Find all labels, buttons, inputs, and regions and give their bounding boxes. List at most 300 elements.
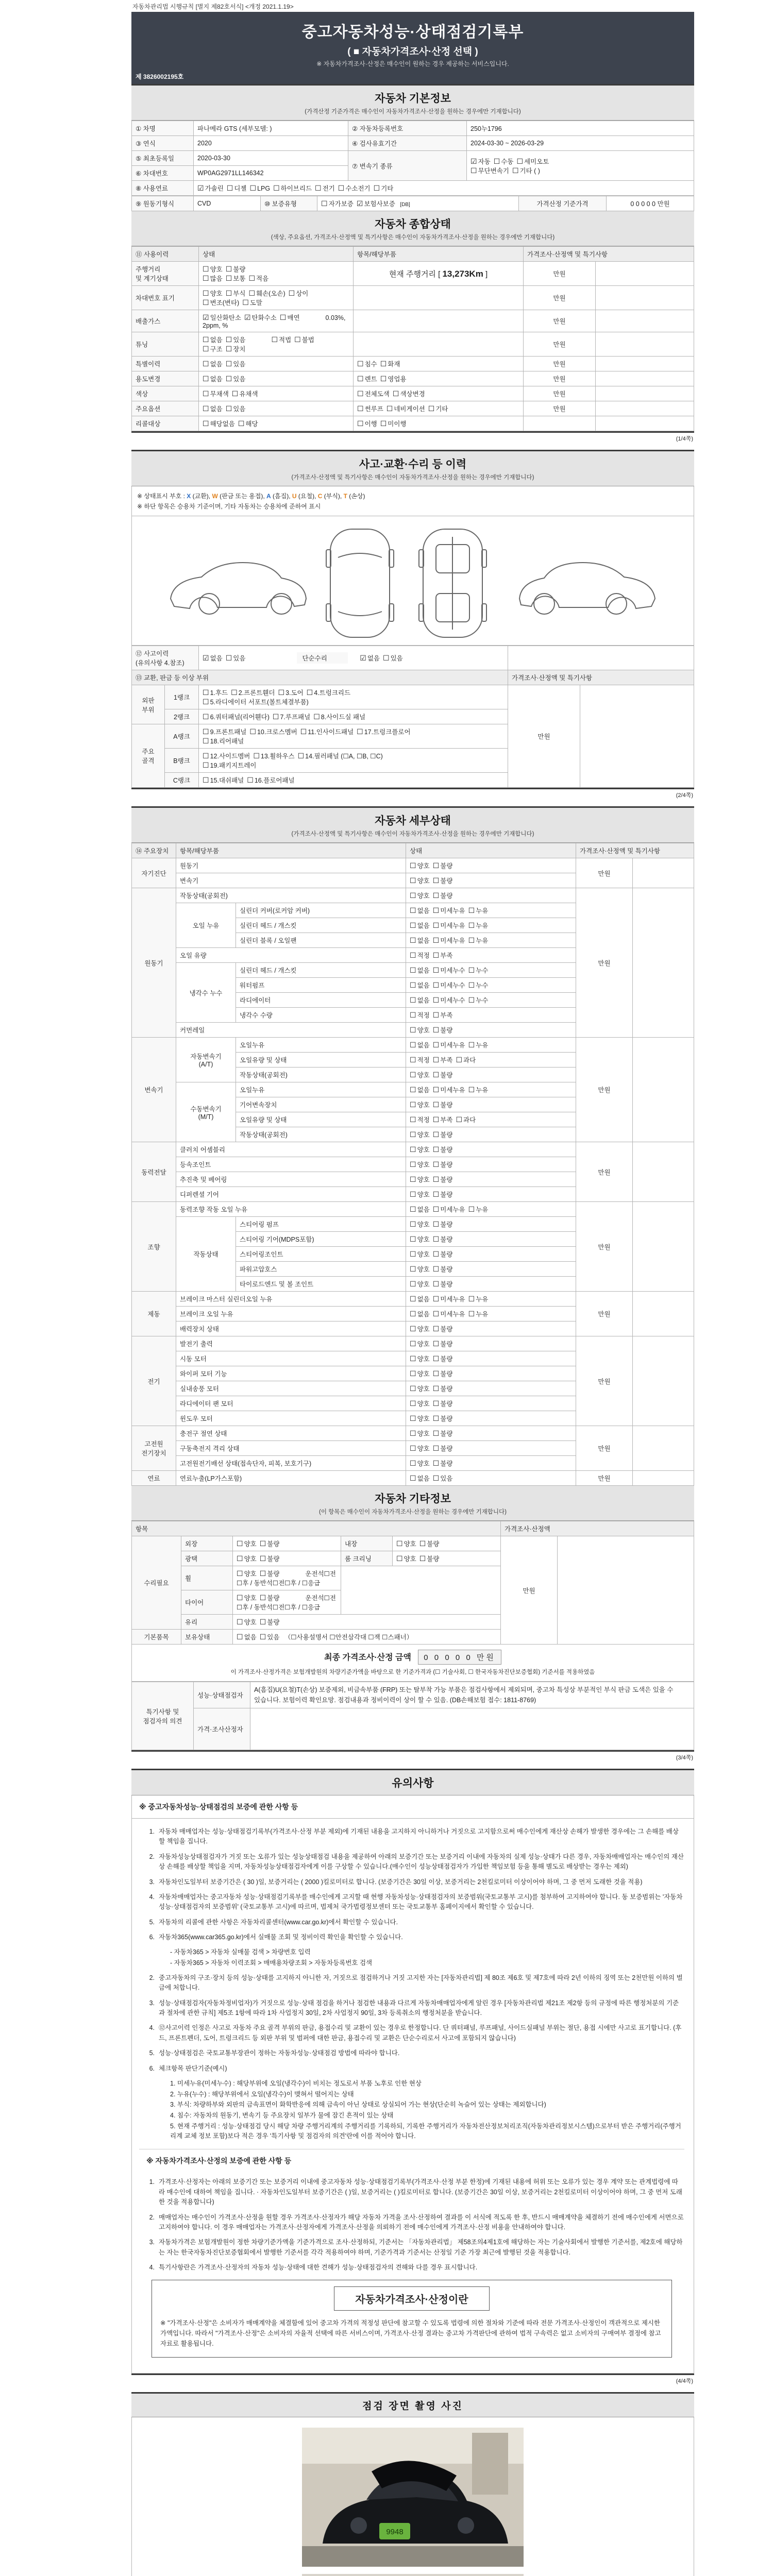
checkbox-icon[interactable]: ☐ bbox=[248, 289, 255, 297]
checkbox-icon[interactable]: ☐ bbox=[410, 921, 416, 929]
detail-state-option[interactable]: ☐ 양호 bbox=[410, 1384, 430, 1393]
state-option[interactable]: ☐ 훼손(오손) bbox=[248, 289, 285, 297]
checkbox-icon[interactable]: ☐ bbox=[410, 1160, 416, 1168]
checkbox-icon[interactable]: ☐ bbox=[432, 891, 440, 900]
checkbox-icon[interactable]: ☐ bbox=[410, 1295, 416, 1303]
state-option[interactable]: ☑ 일산화탄소 bbox=[203, 313, 241, 321]
checkbox-icon[interactable]: ☐ bbox=[237, 1569, 243, 1578]
checkbox-icon[interactable]: ☑ bbox=[360, 654, 366, 662]
detail-state-option[interactable]: ☐ 과다 bbox=[456, 1115, 476, 1124]
checkbox-icon[interactable]: ☐ bbox=[203, 737, 209, 745]
detail-state-option[interactable]: ☐ 불량 bbox=[432, 1220, 453, 1228]
checkbox-icon[interactable]: ☐ bbox=[432, 906, 440, 914]
detail-state-option[interactable]: ☐ 양호 bbox=[410, 1414, 430, 1422]
detail-state-option[interactable]: ☐ 누유 bbox=[468, 1310, 489, 1318]
checkbox-icon[interactable]: ☐ bbox=[432, 966, 440, 974]
checkbox-icon[interactable]: ☐ bbox=[468, 936, 475, 944]
checkbox-icon[interactable]: ☐ bbox=[419, 1554, 426, 1563]
checkbox-icon[interactable]: ☐ bbox=[357, 389, 364, 398]
repair-option[interactable]: ☐ 불량 bbox=[259, 1554, 280, 1563]
checkbox-icon[interactable]: ☐ bbox=[203, 688, 209, 697]
fuel-option[interactable]: ☐ 기타 bbox=[373, 184, 394, 192]
panel-option[interactable]: ☐ 10.크로스멤버 bbox=[249, 727, 297, 736]
detail-state-option[interactable]: ☐ 누수 bbox=[468, 996, 489, 1004]
checkbox-icon[interactable]: ☐ bbox=[410, 1011, 416, 1019]
checkbox-icon[interactable]: ☐ bbox=[512, 166, 519, 175]
checkbox-icon[interactable]: ☐ bbox=[203, 761, 209, 769]
checkbox-icon[interactable]: ☐ bbox=[410, 1414, 416, 1422]
item-option[interactable]: ☐ 네비게이션 bbox=[386, 404, 425, 413]
checkbox-icon[interactable]: ☐ bbox=[237, 1539, 243, 1548]
checkbox-icon[interactable]: ☐ bbox=[410, 1220, 416, 1228]
panel-option[interactable]: ☐ 11.인사이드패널 bbox=[300, 727, 354, 736]
checkbox-icon[interactable]: ☐ bbox=[432, 996, 440, 1004]
checkbox-icon[interactable]: ☑ bbox=[203, 313, 209, 321]
detail-state-option[interactable]: ☐ 불량 bbox=[432, 1071, 453, 1079]
checkbox-icon[interactable]: ☐ bbox=[410, 1250, 416, 1258]
checkbox-icon[interactable]: ☐ bbox=[432, 1459, 440, 1467]
checkbox-icon[interactable]: ☐ bbox=[249, 184, 257, 192]
item-option[interactable]: ☐ 색상변경 bbox=[392, 389, 425, 398]
checkbox-icon[interactable]: ☐ bbox=[357, 727, 363, 736]
state-option[interactable]: ☐ 있음 bbox=[225, 360, 246, 368]
checkbox-icon[interactable]: ☐ bbox=[410, 1369, 416, 1378]
detail-state-option[interactable]: ☐ 없음 bbox=[410, 966, 430, 974]
checkbox-icon[interactable]: ☐ bbox=[410, 1071, 416, 1079]
checkbox-icon[interactable]: ☐ bbox=[410, 936, 416, 944]
checkbox-icon[interactable]: ☐ bbox=[432, 1190, 440, 1198]
checkbox-icon[interactable]: ☐ bbox=[432, 1265, 440, 1273]
checkbox-icon[interactable]: ☐ bbox=[456, 1115, 462, 1124]
detail-state-option[interactable]: ☐ 양호 bbox=[410, 1175, 430, 1183]
checkbox-icon[interactable]: ☐ bbox=[410, 1340, 416, 1348]
checkbox-icon[interactable]: ☐ bbox=[468, 966, 475, 974]
checkbox-icon[interactable]: ☐ bbox=[380, 375, 387, 383]
item-option[interactable]: ☐ 화재 bbox=[380, 360, 400, 368]
checkbox-icon[interactable]: ☐ bbox=[410, 1444, 416, 1452]
detail-state-option[interactable]: ☐ 없음 bbox=[410, 921, 430, 929]
transmission-option[interactable]: ☐ 무단변속기 bbox=[470, 166, 509, 175]
checkbox-icon[interactable]: ☐ bbox=[410, 996, 416, 1004]
checkbox-icon[interactable]: ☐ bbox=[225, 360, 232, 368]
panel-option[interactable]: ☐ 1.후드 bbox=[203, 688, 228, 697]
checkbox-icon[interactable]: ☐ bbox=[432, 1280, 440, 1288]
detail-state-option[interactable]: ☐ 양호 bbox=[410, 1429, 430, 1437]
checkbox-icon[interactable]: ☐ bbox=[357, 360, 364, 368]
panel-option[interactable]: ☐ 2.프론트휀더 bbox=[231, 688, 275, 697]
checkbox-icon[interactable]: ☐ bbox=[225, 274, 232, 282]
checkbox-icon[interactable]: ☐ bbox=[410, 906, 416, 914]
checkbox-icon[interactable]: ☐ bbox=[468, 1310, 475, 1318]
state-option[interactable]: ☐ 양호 bbox=[203, 265, 223, 273]
repair-option[interactable]: ☐ 양호 bbox=[237, 1554, 257, 1563]
checkbox-icon[interactable]: ☐ bbox=[410, 1399, 416, 1408]
checkbox-icon[interactable]: ☐ bbox=[297, 752, 305, 760]
detail-state-option[interactable]: ☐ 미세누수 bbox=[432, 996, 465, 1004]
panel-option[interactable]: ☐ 4.트렁크리드 bbox=[306, 688, 351, 697]
checkbox-icon[interactable]: ☐ bbox=[410, 1026, 416, 1034]
repair-option[interactable]: ☐ 불량 bbox=[419, 1539, 440, 1548]
checkbox-icon[interactable]: ☐ bbox=[203, 389, 209, 398]
state-option[interactable]: ☐ 있음 bbox=[225, 404, 246, 413]
checkbox-icon[interactable]: ☐ bbox=[432, 1175, 440, 1183]
detail-state-option[interactable]: ☐ 양호 bbox=[410, 1265, 430, 1273]
detail-state-option[interactable]: ☐ 불량 bbox=[432, 1429, 453, 1437]
checkbox-icon[interactable]: ☐ bbox=[516, 157, 523, 165]
detail-state-option[interactable]: ☐ 미세누수 bbox=[432, 981, 465, 989]
panel-option[interactable]: ☐ 7.루프패널 bbox=[272, 713, 311, 721]
checkbox-icon[interactable]: ☐ bbox=[225, 345, 232, 353]
detail-state-option[interactable]: ☐ 양호 bbox=[410, 1354, 430, 1363]
checkbox-icon[interactable]: ☐ bbox=[203, 375, 209, 383]
detail-state-option[interactable]: ☐ 불량 bbox=[432, 1130, 453, 1139]
checkbox-icon[interactable]: ☐ bbox=[410, 1145, 416, 1154]
detail-state-option[interactable]: ☐ 양호 bbox=[410, 1459, 430, 1467]
checkbox-icon[interactable]: ☐ bbox=[357, 419, 364, 428]
checkbox-icon[interactable]: ☐ bbox=[410, 1056, 416, 1064]
panel-option[interactable]: ☐ 18.리어패널 bbox=[203, 737, 244, 745]
detail-state-option[interactable]: ☐ 불량 bbox=[432, 1414, 453, 1422]
checkbox-icon[interactable]: ☐ bbox=[432, 1071, 440, 1079]
checkbox-icon[interactable]: ☐ bbox=[410, 1190, 416, 1198]
detail-state-option[interactable]: ☐ 양호 bbox=[410, 1250, 430, 1258]
checkbox-icon[interactable]: ☐ bbox=[432, 1011, 440, 1019]
item-option[interactable]: ☐ 영업용 bbox=[380, 375, 407, 383]
repair-option[interactable]: ☐ 불량 bbox=[419, 1554, 440, 1563]
checkbox-icon[interactable]: ☐ bbox=[432, 1354, 440, 1363]
detail-state-option[interactable]: ☐ 불량 bbox=[432, 1384, 453, 1393]
checkbox-icon[interactable]: ☐ bbox=[225, 289, 232, 297]
detail-state-option[interactable]: ☐ 불량 bbox=[432, 1340, 453, 1348]
detail-state-option[interactable]: ☐ 없음 bbox=[410, 1295, 430, 1303]
checkbox-icon[interactable]: ☐ bbox=[432, 1145, 440, 1154]
checkbox-icon[interactable]: ☐ bbox=[432, 981, 440, 989]
checkbox-icon[interactable]: ☐ bbox=[410, 951, 416, 959]
checkbox-icon[interactable]: ☐ bbox=[203, 265, 209, 273]
checkbox-icon[interactable]: ☐ bbox=[225, 335, 232, 344]
checkbox-icon[interactable]: ☐ bbox=[410, 1474, 416, 1482]
detail-state-option[interactable]: ☐ 없음 bbox=[410, 906, 430, 914]
state-option[interactable]: ☐ 해당없음 bbox=[203, 419, 235, 428]
state-option[interactable]: ☐ 없음 bbox=[203, 404, 223, 413]
repair-option[interactable]: ☐ 불량 bbox=[259, 1594, 280, 1602]
checkbox-icon[interactable]: ☐ bbox=[237, 1618, 243, 1626]
checkbox-icon[interactable]: ☐ bbox=[432, 1340, 440, 1348]
state-option[interactable]: ☐ 없음 bbox=[203, 375, 223, 383]
checkbox-icon[interactable]: ☐ bbox=[410, 1310, 416, 1318]
detail-state-option[interactable]: ☐ 양호 bbox=[410, 1280, 430, 1288]
checkbox-icon[interactable]: ☐ bbox=[338, 184, 345, 192]
checkbox-icon[interactable]: ☐ bbox=[470, 166, 477, 175]
simple-repair-option[interactable]: ☐ 있음 bbox=[383, 654, 403, 662]
checkbox-icon[interactable]: ☐ bbox=[225, 265, 232, 273]
panel-option[interactable]: ☐ 5.라디에이터 서포트(볼트체결부품) bbox=[203, 698, 309, 706]
detail-state-option[interactable]: ☐ 누유 bbox=[468, 1041, 489, 1049]
checkbox-icon[interactable]: ☐ bbox=[410, 1459, 416, 1467]
checkbox-icon[interactable]: ☐ bbox=[432, 876, 440, 885]
detail-state-option[interactable]: ☐ 불량 bbox=[432, 891, 453, 900]
detail-state-option[interactable]: ☐ 불량 bbox=[432, 1250, 453, 1258]
detail-state-option[interactable]: ☐ 양호 bbox=[410, 1340, 430, 1348]
item-option[interactable]: ☐ 렌트 bbox=[357, 375, 377, 383]
detail-state-option[interactable]: ☐ 양호 bbox=[410, 1145, 430, 1154]
checkbox-icon[interactable]: ☐ bbox=[380, 360, 387, 368]
checkbox-icon[interactable]: ☐ bbox=[410, 1100, 416, 1109]
detail-state-option[interactable]: ☐ 적정 bbox=[410, 951, 430, 959]
checkbox-icon[interactable]: ☐ bbox=[373, 184, 380, 192]
detail-state-option[interactable]: ☐ 불량 bbox=[432, 1444, 453, 1452]
checkbox-icon[interactable]: ☐ bbox=[419, 1539, 426, 1548]
checkbox-icon[interactable]: ☐ bbox=[432, 1041, 440, 1049]
checkbox-icon[interactable]: ☐ bbox=[432, 1130, 440, 1139]
state-option[interactable]: ☐ 보통 bbox=[225, 274, 246, 282]
state-option[interactable]: ☐ 없음 bbox=[203, 335, 223, 344]
detail-state-option[interactable]: ☐ 불량 bbox=[432, 1190, 453, 1198]
checkbox-icon[interactable]: ☐ bbox=[410, 1041, 416, 1049]
detail-state-option[interactable]: ☐ 부족 bbox=[432, 951, 453, 959]
panel-option[interactable]: ☐ 15.대쉬패널 bbox=[203, 776, 244, 784]
checkbox-icon[interactable]: ☐ bbox=[271, 335, 278, 344]
state-option[interactable]: ☑ 탄화수소 bbox=[244, 313, 277, 321]
warranty-option[interactable]: ☐ 자가보증 bbox=[321, 199, 354, 208]
checkbox-icon[interactable]: ☐ bbox=[432, 1310, 440, 1318]
checkbox-icon[interactable]: ☐ bbox=[383, 654, 390, 662]
checkbox-icon[interactable]: ☐ bbox=[247, 776, 254, 784]
checkbox-icon[interactable]: ☐ bbox=[432, 1100, 440, 1109]
detail-state-option[interactable]: ☐ 양호 bbox=[410, 1071, 430, 1079]
state-option[interactable]: ☐ 불법 bbox=[294, 335, 314, 344]
detail-state-option[interactable]: ☐ 양호 bbox=[410, 1444, 430, 1452]
checkbox-icon[interactable]: ☐ bbox=[315, 184, 322, 192]
repair-option[interactable]: ☐ 불량 bbox=[259, 1539, 280, 1548]
repair-position-options[interactable]: 운전석☐전☐후 / 동반석☐전☐후 / ☐응급 bbox=[237, 1595, 336, 1611]
checkbox-icon[interactable]: ☐ bbox=[432, 1026, 440, 1034]
detail-state-option[interactable]: ☐ 불량 bbox=[432, 1235, 453, 1243]
fuel-option[interactable]: ☐ 수소전기 bbox=[338, 184, 371, 192]
checkbox-icon[interactable]: ☐ bbox=[432, 1474, 440, 1482]
detail-state-option[interactable]: ☐ 양호 bbox=[410, 1325, 430, 1333]
detail-state-option[interactable]: ☐ 누유 bbox=[468, 936, 489, 944]
checkbox-icon[interactable]: ☐ bbox=[237, 1594, 243, 1602]
detail-state-option[interactable]: ☐ 불량 bbox=[432, 1100, 453, 1109]
state-option[interactable]: ☐ 불량 bbox=[225, 265, 246, 273]
detail-state-option[interactable]: ☐ 없음 bbox=[410, 981, 430, 989]
checkbox-icon[interactable]: ☐ bbox=[468, 1086, 475, 1094]
checkbox-icon[interactable]: ☐ bbox=[203, 698, 209, 706]
repair-option[interactable]: ☐ 양호 bbox=[237, 1539, 257, 1548]
detail-state-option[interactable]: ☐ 적정 bbox=[410, 1056, 430, 1064]
state-option[interactable]: ☐ 적음 bbox=[248, 274, 269, 282]
checkbox-icon[interactable]: ☐ bbox=[410, 1175, 416, 1183]
detail-state-option[interactable]: ☐ 미세누유 bbox=[432, 921, 465, 929]
checkbox-icon[interactable]: ☐ bbox=[380, 419, 387, 428]
checkbox-icon[interactable]: ☐ bbox=[432, 1115, 440, 1124]
repair-option[interactable]: ☐ 불량 bbox=[259, 1569, 280, 1578]
checkbox-icon[interactable]: ☐ bbox=[493, 157, 500, 165]
detail-state-option[interactable]: ☐ 미세누유 bbox=[432, 1041, 465, 1049]
detail-state-option[interactable]: ☐ 양호 bbox=[410, 1130, 430, 1139]
checkbox-icon[interactable]: ☐ bbox=[432, 1444, 440, 1452]
checkbox-icon[interactable]: ☐ bbox=[432, 1384, 440, 1393]
checkbox-icon[interactable]: ☐ bbox=[273, 184, 280, 192]
panel-option[interactable]: ☐ 6.쿼터패널(리어휀다) bbox=[203, 713, 270, 721]
checkbox-icon[interactable]: ☐ bbox=[237, 1554, 243, 1563]
detail-state-option[interactable]: ☐ 미세누유 bbox=[432, 1086, 465, 1094]
state-option[interactable]: ☐ 상이 bbox=[288, 289, 309, 297]
checkbox-icon[interactable]: ☐ bbox=[357, 404, 364, 413]
checkbox-icon[interactable]: ☐ bbox=[432, 1250, 440, 1258]
checkbox-icon[interactable]: ☐ bbox=[249, 727, 256, 736]
detail-state-option[interactable]: ☐ 불량 bbox=[432, 876, 453, 885]
repair-option[interactable]: ☐ 양호 bbox=[396, 1539, 416, 1548]
accident-option[interactable]: ☐ 있음 bbox=[225, 654, 246, 662]
checkbox-icon[interactable]: ☐ bbox=[432, 1369, 440, 1378]
transmission-option[interactable]: ☐ 수동 bbox=[493, 157, 514, 165]
transmission-option[interactable]: ☑ 자동 bbox=[470, 157, 491, 165]
item-option[interactable]: ☐ 침수 bbox=[357, 360, 377, 368]
checkbox-icon[interactable]: ☐ bbox=[242, 298, 249, 307]
checkbox-icon[interactable]: ☐ bbox=[432, 1414, 440, 1422]
checkbox-icon[interactable]: ☐ bbox=[432, 1205, 440, 1213]
detail-state-option[interactable]: ☐ 미세누유 bbox=[432, 1310, 465, 1318]
checkbox-icon[interactable]: ☐ bbox=[410, 1265, 416, 1273]
checkbox-icon[interactable]: ☐ bbox=[468, 981, 475, 989]
fuel-option[interactable]: ☐ LPG bbox=[249, 184, 271, 192]
repair-option[interactable]: ☐ 양호 bbox=[396, 1554, 416, 1563]
detail-state-option[interactable]: ☐ 있음 bbox=[432, 1474, 453, 1482]
checkbox-icon[interactable]: ☑ bbox=[470, 157, 477, 165]
transmission-option[interactable]: ☐ 세미오토 bbox=[516, 157, 549, 165]
detail-state-option[interactable]: ☐ 불량 bbox=[432, 1459, 453, 1467]
checkbox-icon[interactable]: ☐ bbox=[432, 1086, 440, 1094]
checkbox-icon[interactable]: ☐ bbox=[203, 404, 209, 413]
repair-position-options[interactable]: 운전석☐전☐후 / 동반석☐전☐후 / ☐응급 bbox=[237, 1570, 336, 1587]
basic-item-option[interactable]: ☐ 없음 bbox=[237, 1633, 257, 1641]
detail-state-option[interactable]: ☐ 없음 bbox=[410, 1474, 430, 1482]
checkbox-icon[interactable]: ☐ bbox=[410, 1115, 416, 1124]
simple-repair-option[interactable]: ☑ 없음 bbox=[360, 654, 380, 662]
detail-state-option[interactable]: ☐ 미세누유 bbox=[432, 1205, 465, 1213]
detail-state-option[interactable]: ☐ 양호 bbox=[410, 1369, 430, 1378]
detail-state-option[interactable]: ☐ 과다 bbox=[456, 1056, 476, 1064]
checkbox-icon[interactable]: ☐ bbox=[259, 1633, 266, 1641]
state-option[interactable]: ☐ 매연 bbox=[279, 313, 300, 321]
detail-state-option[interactable]: ☐ 없음 bbox=[410, 936, 430, 944]
state-option[interactable]: ☐ 변조(변타) bbox=[203, 298, 240, 307]
checkbox-icon[interactable]: ☐ bbox=[272, 713, 279, 721]
checkbox-icon[interactable]: ☑ bbox=[203, 654, 209, 662]
state-option[interactable]: ☐ 해당 bbox=[238, 419, 258, 428]
detail-state-option[interactable]: ☐ 누유 bbox=[468, 1086, 489, 1094]
item-option[interactable]: ☐ 기타 bbox=[428, 404, 448, 413]
checkbox-icon[interactable]: ☐ bbox=[468, 1041, 475, 1049]
checkbox-icon[interactable]: ☐ bbox=[468, 906, 475, 914]
checkbox-icon[interactable]: ☐ bbox=[203, 289, 209, 297]
checkbox-icon[interactable]: ☐ bbox=[203, 727, 209, 736]
transmission-option[interactable]: ☐ 기타 ( ) bbox=[512, 166, 540, 175]
detail-state-option[interactable]: ☐ 양호 bbox=[410, 876, 430, 885]
detail-state-option[interactable]: ☐ 양호 bbox=[410, 891, 430, 900]
accident-option[interactable]: ☑ 없음 bbox=[203, 654, 223, 662]
detail-state-option[interactable]: ☐ 없음 bbox=[410, 1041, 430, 1049]
checkbox-icon[interactable]: ☐ bbox=[259, 1569, 266, 1578]
detail-state-option[interactable]: ☐ 양호 bbox=[410, 1235, 430, 1243]
checkbox-icon[interactable]: ☐ bbox=[410, 1205, 416, 1213]
panel-option[interactable]: ☐ 14.필러패널 (☐A, ☐B, ☐C) bbox=[297, 752, 383, 760]
checkbox-icon[interactable]: ☐ bbox=[432, 1056, 440, 1064]
detail-state-option[interactable]: ☐ 불량 bbox=[432, 1369, 453, 1378]
checkbox-icon[interactable]: ☐ bbox=[456, 1056, 462, 1064]
state-option[interactable]: ☐ 도말 bbox=[242, 298, 262, 307]
item-option[interactable]: ☐ 썬루프 bbox=[357, 404, 383, 413]
item-option[interactable]: ☐ 이행 bbox=[357, 419, 377, 428]
checkbox-icon[interactable]: ☐ bbox=[225, 375, 232, 383]
checkbox-icon[interactable]: ☐ bbox=[432, 1295, 440, 1303]
checkbox-icon[interactable]: ☐ bbox=[225, 654, 232, 662]
warranty-option[interactable]: ☑ 보험사보증 bbox=[356, 199, 395, 208]
detail-state-option[interactable]: ☐ 양호 bbox=[410, 1026, 430, 1034]
detail-state-option[interactable]: ☐ 불량 bbox=[432, 1175, 453, 1183]
detail-state-option[interactable]: ☐ 없음 bbox=[410, 1086, 430, 1094]
repair-option[interactable]: ☐ 양호 bbox=[237, 1594, 257, 1602]
checkbox-icon[interactable]: ☐ bbox=[313, 713, 320, 721]
checkbox-icon[interactable]: ☐ bbox=[203, 419, 209, 428]
state-option[interactable]: ☐ 부식 bbox=[225, 289, 246, 297]
checkbox-icon[interactable]: ☐ bbox=[248, 274, 255, 282]
repair-option[interactable]: ☐ 불량 bbox=[259, 1618, 280, 1626]
detail-state-option[interactable]: ☐ 불량 bbox=[432, 1160, 453, 1168]
detail-state-option[interactable]: ☐ 미세누유 bbox=[432, 906, 465, 914]
state-option[interactable]: ☐ 없음 bbox=[203, 360, 223, 368]
basic-item-detail-options[interactable]: （☐사용설명서 ☐안전삼각대 ☐잭 ☐스패너） bbox=[284, 1634, 413, 1641]
fuel-option[interactable]: ☑ 가솔린 bbox=[197, 184, 224, 192]
detail-state-option[interactable]: ☐ 적정 bbox=[410, 1011, 430, 1019]
checkbox-icon[interactable]: ☐ bbox=[432, 1235, 440, 1243]
checkbox-icon[interactable]: ☐ bbox=[410, 1384, 416, 1393]
checkbox-icon[interactable]: ☐ bbox=[231, 688, 238, 697]
checkbox-icon[interactable]: ☐ bbox=[432, 1160, 440, 1168]
checkbox-icon[interactable]: ☐ bbox=[410, 861, 416, 870]
panel-option[interactable]: ☐ 17.트렁크플로어 bbox=[357, 727, 411, 736]
checkbox-icon[interactable]: ☐ bbox=[203, 335, 209, 344]
checkbox-icon[interactable]: ☐ bbox=[203, 776, 209, 784]
repair-option[interactable]: ☐ 양호 bbox=[237, 1569, 257, 1578]
detail-state-option[interactable]: ☐ 양호 bbox=[410, 1399, 430, 1408]
checkbox-icon[interactable]: ☐ bbox=[253, 752, 260, 760]
checkbox-icon[interactable]: ☐ bbox=[468, 1295, 475, 1303]
checkbox-icon[interactable]: ☐ bbox=[259, 1554, 266, 1563]
checkbox-icon[interactable]: ☐ bbox=[203, 360, 209, 368]
checkbox-icon[interactable]: ☐ bbox=[203, 274, 209, 282]
checkbox-icon[interactable]: ☐ bbox=[306, 688, 313, 697]
checkbox-icon[interactable]: ☐ bbox=[432, 951, 440, 959]
state-option[interactable]: ☐ 양호 bbox=[203, 289, 223, 297]
checkbox-icon[interactable]: ☐ bbox=[410, 1354, 416, 1363]
panel-option[interactable]: ☐ 19.패키지트레이 bbox=[203, 761, 257, 769]
panel-option[interactable]: ☐ 16.플로어패널 bbox=[247, 776, 295, 784]
detail-state-option[interactable]: ☐ 양호 bbox=[410, 1100, 430, 1109]
state-option[interactable]: ☐ 적법 bbox=[271, 335, 292, 344]
detail-state-option[interactable]: ☐ 불량 bbox=[432, 1354, 453, 1363]
checkbox-icon[interactable]: ☐ bbox=[259, 1618, 266, 1626]
checkbox-icon[interactable]: ☐ bbox=[468, 996, 475, 1004]
panel-option[interactable]: ☐ 8.사이드실 패널 bbox=[313, 713, 366, 721]
checkbox-icon[interactable]: ☐ bbox=[468, 921, 475, 929]
detail-state-option[interactable]: ☐ 누유 bbox=[468, 1295, 489, 1303]
checkbox-icon[interactable]: ☑ bbox=[244, 313, 251, 321]
checkbox-icon[interactable]: ☐ bbox=[410, 1235, 416, 1243]
panel-option[interactable]: ☐ 13.휠하우스 bbox=[253, 752, 295, 760]
